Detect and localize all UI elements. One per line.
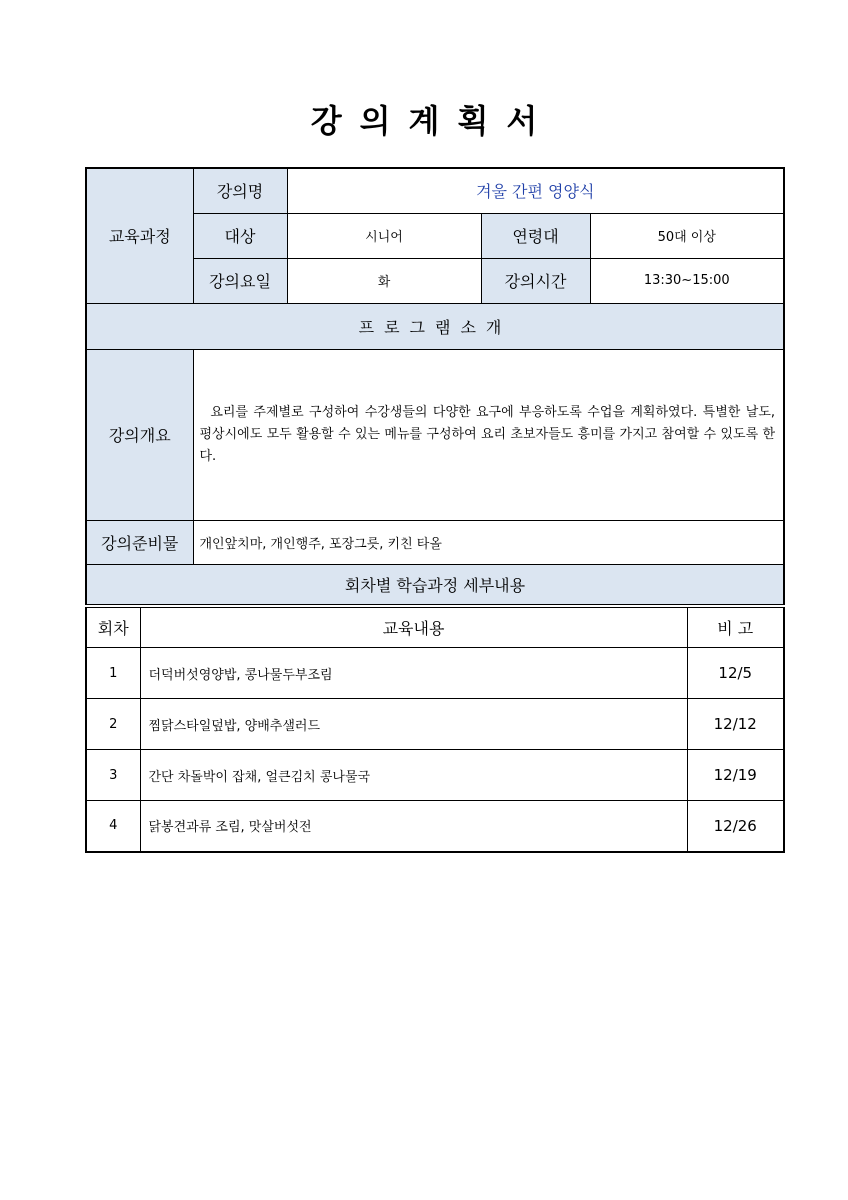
table-row (86, 699, 784, 750)
table-row (86, 648, 784, 699)
session-number: 3 (86, 750, 140, 801)
session-number: 2 (86, 699, 140, 750)
session-note: 12/5 (687, 648, 784, 699)
session-content: 더덕버섯영양밥, 콩나물두부조림 (140, 648, 687, 699)
materials-label: 강의준비물 (86, 520, 193, 564)
session-content: 닭봉견과류 조림, 맛살버섯전 (140, 801, 687, 852)
day-value: 화 (287, 258, 481, 303)
session-content: 찜닭스타일덮밥, 양배추샐러드 (140, 699, 687, 750)
session-number: 4 (86, 801, 140, 852)
col-content-header: 교육내용 (140, 608, 687, 648)
materials-value: 개인앞치마, 개인행주, 포장그릇, 키친 타올 (193, 520, 784, 564)
session-number: 1 (86, 648, 140, 699)
category-label: 교육과정 (86, 168, 193, 303)
col-session-header: 회차 (86, 608, 140, 648)
time-label: 강의시간 (481, 258, 590, 303)
document-title: 강의계획서 (310, 102, 556, 140)
schedule-table (85, 607, 785, 853)
day-label: 강의요일 (193, 258, 287, 303)
age-value: 50대 이상 (590, 213, 784, 258)
course-name-label: 강의명 (193, 168, 287, 213)
table-row (86, 750, 784, 801)
session-note: 12/12 (687, 699, 784, 750)
overview-text: 요리를 주제별로 구성하여 수강생들의 다양한 요구에 부응하도록 수업을 계획하였다. 특별한 날도, 평상시에도 모두 활용할 수 있는 메뉴를 구성하여 요리 초보자들도 흥미를 가지고 참여할 수 있도록 한다. (193, 349, 784, 520)
session-note: 12/26 (687, 801, 784, 852)
course-name-value: 겨울 간편 영양식 (287, 168, 784, 213)
session-note: 12/19 (687, 750, 784, 801)
table-row (86, 801, 784, 852)
session-content: 간단 차돌박이 잡채, 얼큰김치 콩나물국 (140, 750, 687, 801)
program-header: 프로그램소개 (86, 303, 784, 349)
age-label: 연령대 (481, 213, 590, 258)
course-info-table (85, 167, 785, 605)
time-value: 13:30~15:00 (590, 258, 784, 303)
target-label: 대상 (193, 213, 287, 258)
overview-label: 강의개요 (86, 349, 193, 520)
col-note-header: 비 고 (687, 608, 784, 648)
target-value: 시니어 (287, 213, 481, 258)
schedule-header: 회차별 학습과정 세부내용 (86, 564, 784, 604)
